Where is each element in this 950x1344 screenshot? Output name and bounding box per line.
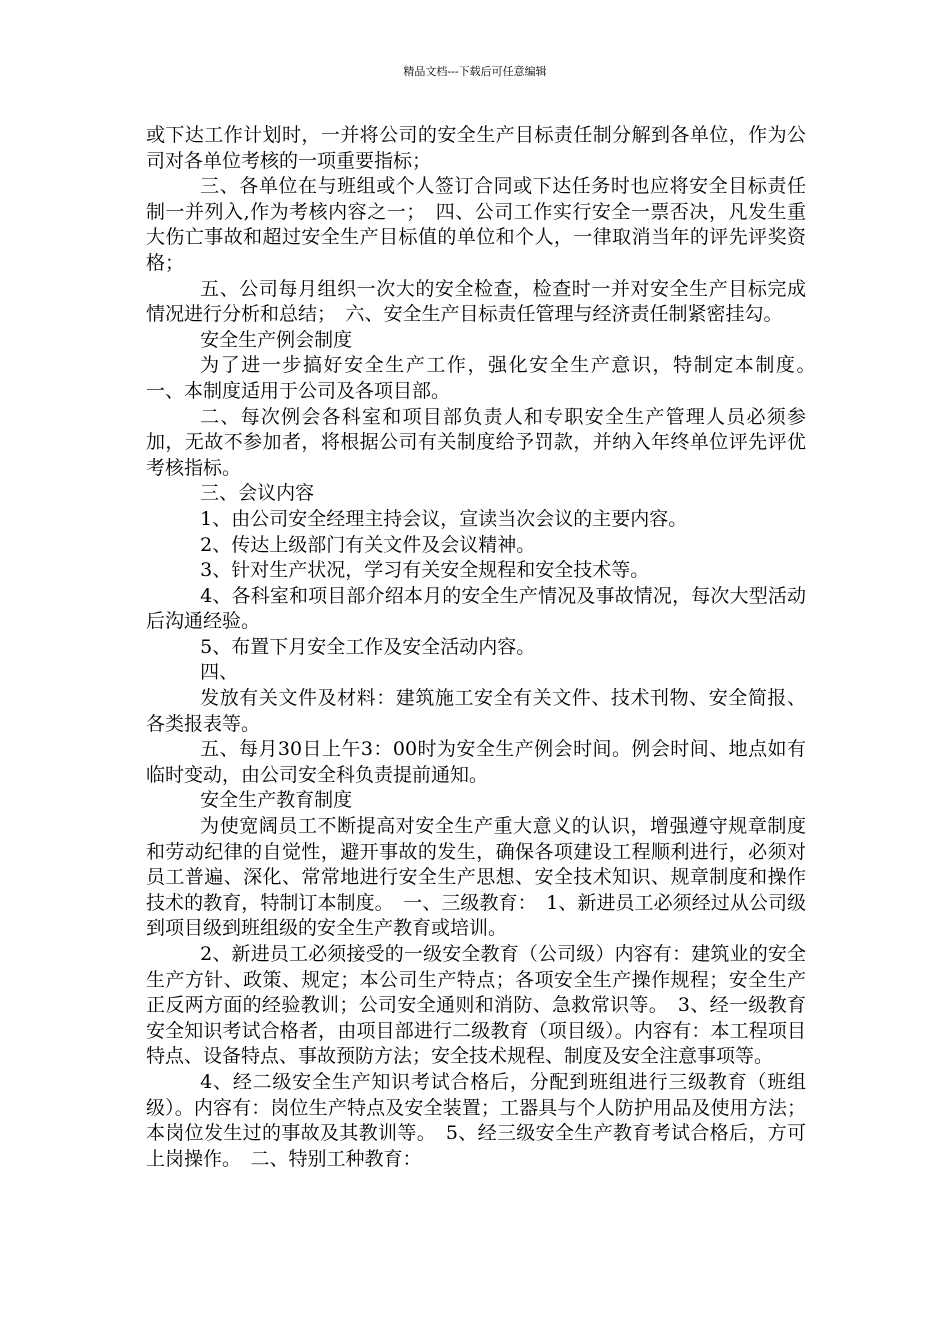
paragraph: 为了进一步搞好安全生产工作，强化安全生产意识，特制定本制度。 一、本制度适用于公司及各项目部。 — [146, 354, 826, 402]
paragraph: 发放有关文件及材料：建筑施工安全有关文件、技术刊物、安全简报、各类报表等。 — [146, 687, 806, 735]
paragraph: 为使宽阔员工不断提高对安全生产重大意义的认识，增强遵守规章制度和劳动纪律的自觉性，避开事故的发生，确保各项建设工程顺利进行，必须对员工普遍、深化、常常地进行安全生产思想、安全技术知识、规章制度和操作技术的教育，特制订本制度。 一、三级教育： 1、新进员工必须经过从公司级到项目级到班组级的安全生产教育或培训。 — [146, 815, 806, 940]
paragraph: 3、针对生产状况，学习有关安全规程和安全技术等。 — [200, 559, 650, 582]
paragraph: 五、每月30日上午3：00时为安全生产例会时间。例会时间、地点如有临时变动，由公司安全科负责提前通知。 — [146, 738, 806, 786]
paragraph: 安全生产例会制度 — [200, 328, 353, 351]
paragraph: 安全生产教育制度 — [200, 789, 353, 812]
paragraph: 4、经二级安全生产知识考试合格后，分配到班组进行三级教育（班组级）。内容有：岗位生产特点及安全装置；工器具与个人防护用品及使用方法；本岗位发生过的事故及其教训等。 5、经三级安全生产教育考试合格后，方可上岗操作。 二、特别工种教育： — [146, 1070, 806, 1170]
paragraph: 5、布置下月安全工作及安全活动内容。 — [200, 635, 536, 658]
page-header: 精品文档---下载后可任意编辑 — [403, 65, 547, 78]
paragraph: 二、每次例会各科室和项目部负责人和专职安全生产管理人员必须参加，无故不参加者，将根据公司有关制度给予罚款，并纳入年终单位评先评优考核指标。 — [146, 405, 806, 479]
paragraph: 1、由公司安全经理主持会议，宣读当次会议的主要内容。 — [200, 507, 688, 530]
paragraph: 三、会议内容 — [200, 482, 315, 505]
paragraph: 三、各单位在与班组或个人签订合同或下达任务时也应将安全目标责任制一并列入,作为考核内容之一； 四、公司工作实行安全一票否决，凡发生重大伤亡事故和超过安全生产目标值的单位和个人，一律取消当年的评先评奖资格； — [146, 175, 806, 274]
paragraph: 4、各科室和项目部介绍本月的安全生产情况及事故情况，每次大型活动后沟通经验。 — [146, 584, 806, 633]
paragraph: 2、新进员工必须接受的一级安全教育（公司级）内容有：建筑业的安全生产方针、政策、规定；本公司生产特点；各项安全生产操作规程；安全生产正反两方面的经验教训；公司安全通则和消防、急救常识等。 3、经一级教育安全知识考试合格者，由项目部进行二级教育（项目级）。内容有：本工程项目特点、设备特点、事故预防方法；安全技术规程、制度及安全注意事项等。 — [146, 943, 806, 1068]
paragraph: 五、公司每月组织一次大的安全检查，检查时一并对安全生产目标完成情况进行分析和总结； 六、安全生产目标责任管理与经济责任制紧密挂勾。 — [146, 277, 806, 326]
paragraph: 或下达工作计划时，一并将公司的安全生产目标责任制分解到各单位，作为公司对各单位考核的一项重要指标； — [146, 124, 806, 172]
paragraph: 四、 — [200, 661, 239, 684]
document-body — [146, 123, 826, 1172]
paragraph: 2、传达上级部门有关文件及会议精神。 — [200, 533, 536, 556]
